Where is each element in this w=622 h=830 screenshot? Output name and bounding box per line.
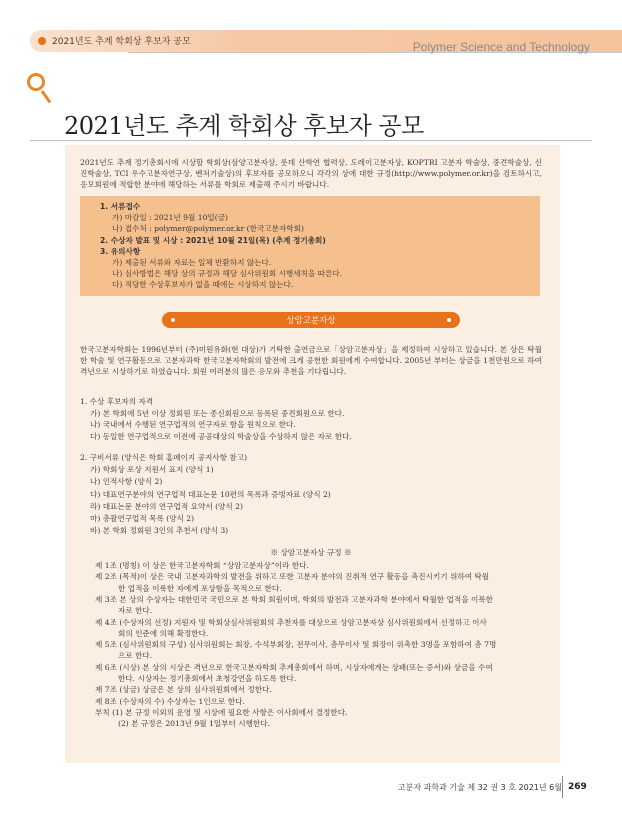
notice-item: 다) 적당한 수상후보자가 없을 때에는 시상하지 않는다. — [112, 280, 294, 290]
title-rule — [30, 140, 592, 141]
award-intro: 한국고분자학회는 1996년부터 (주)미원유화(현 대상)가 기탁한 출연금으로「상암고분자상」을 제정하여 시상하고 있습니다. 본 상은 탁월한 학술 및 연구활동으로 고분자과학 한국고분자학회의 발전에 크게 공헌한 회원에게 수여합니다. 2005년 부터는 상금을 1천만원으로 하여 격년으로 시상하기로 하였습니다. 회원 여러분의 많은 응모와 추천을 기다립니다. — [80, 345, 542, 376]
footer-divider — [562, 776, 563, 798]
notice-item: 가) 제출된 서류와 자료는 일체 반환하지 않는다. — [112, 258, 272, 267]
list-item: 다) 대표연구분야의 연구업적 대표논문 10편의 목록과 증빙자료 (양식 2) — [90, 489, 331, 499]
notice-item: 1. 서류접수 — [100, 202, 141, 211]
list-item: 나) 국내에서 수행된 연구업적의 연구자로 함을 원칙으로 한다. — [90, 420, 296, 429]
page-number: 269 — [568, 782, 587, 792]
rule-line: (2) 본 규정은 2013년 9월 1일부터 시행한다. — [118, 719, 271, 729]
rule-line: 제 4조 (수상자의 선정) 지원자 및 학회상심사위원회의 추천자를 대상으로 상암고분자상 심사위원회에서 선정하고 이사 — [95, 617, 487, 627]
list-item: 마) 총괄연구업적 목록 (양식 2) — [90, 514, 195, 523]
dot-icon — [447, 318, 451, 322]
list-item: 라) 대표논문 분야의 연구업적 요약서 (양식 2) — [90, 501, 243, 511]
page-title: 2021년도 추계 학회상 후보자 공모 — [64, 112, 424, 140]
ring-icon — [27, 73, 45, 91]
award-banner — [162, 312, 460, 328]
notice-item: 나) 접수처 : polymer@polymer.or.kr (한국고분자학회) — [112, 224, 304, 234]
rule-line: 제 1조 (명칭) 이 상은 한국고분자학회 “상암고분자상”이라 한다. — [95, 561, 309, 570]
rule-line: 제 8조 (수상자의 수) 수상자는 1인으로 한다. — [95, 696, 245, 706]
rule-line: 제 2조 (목적)이 상은 국내 고분자과학의 발전을 위하고 또한 고분자 분야의 진취적 연구 활동을 촉진시키기 위하여 탁월 — [95, 572, 490, 582]
notice-item: 2. 수상자 발표 및 시상 : 2021년 10월 21일(목) (추계 정기총회) — [100, 235, 326, 245]
rule-line: 자로 한다. — [118, 606, 153, 616]
rule-line: 한 업적을 이룩한 자에게 포상함을 목적으로 한다. — [118, 583, 282, 593]
rules-title: ※ 상암고분자상 규정 ※ — [270, 548, 352, 557]
rule-line: 제 5조 (심사위원회의 구성) 심사위원회는 회장, 수석부회장, 전무이사, 총무이사 및 회장이 위촉한 3명을 포함하여 총 7명 — [95, 640, 497, 650]
notice-item: 3. 유의사항 — [100, 246, 141, 256]
list-item: 바) 본 학회 정회원 3인의 추천서 (양식 3) — [90, 526, 229, 536]
notice-item: 가) 마감일 : 2021년 9월 10일(금) — [112, 213, 229, 223]
journal-name: Polymer Science and Technology — [412, 40, 590, 54]
rule-line: 회의 인준에 의해 확정한다. — [118, 628, 209, 638]
intro-paragraph: 2021년도 추계 정기총회시에 시상할 학회상(삼양고분자상, 롯데 산학연 협력상, 도레이고분자상, KOPTRI 고분자 학술상, 중견학술상, 신진학술상, TCI 우수고분자연구상, 벤처기술상)의 후보자를 공모하오니 각각의 상에 대한 규정(http://www.polymer.or.kr)을 검토하시고, 응모회원에 적합한 분야에 해당하는 서류를 학회로 제출해 주시기 바랍니다. — [80, 158, 542, 189]
list-item: 가) 본 학회에 5년 이상 정회원 또는 종신회원으로 등록된 중견회원으로 한다. — [90, 408, 345, 418]
list-item: 1. 수상 후보자의 자격 — [80, 397, 154, 406]
ring-stem-icon — [41, 87, 56, 104]
rule-line: 한다. 시상자는 정기총회에서 초청강연을 하도록 한다. — [118, 674, 297, 683]
list-item: 다) 동일한 연구업적으로 이전에 공공대상의 학술상을 수상하지 않은 자로 한다. — [90, 431, 352, 441]
rule-line: 부칙 (1) 본 규정 이외의 운영 및 시상에 필요한 사항은 이사회에서 결정한다. — [95, 707, 348, 717]
notice-item: 나) 심사방법은 해당 상의 규정과 해당 심사위원회 시행세칙을 따른다. — [112, 269, 343, 279]
list-item: 가) 학회상 포상 지원서 표지 (양식 1) — [90, 465, 214, 475]
award-name: 상암고분자상 — [286, 316, 336, 326]
rule-line: 으로 한다. — [118, 651, 153, 661]
running-header-title: 2021년도 추계 학회상 후보자 공모 — [52, 37, 191, 47]
list-item: 나) 인적사항 (양식 2) — [90, 477, 163, 487]
list-item: 2. 구비서류 (양식은 학회 홈페이지 공지사항 참고) — [80, 453, 248, 462]
rule-line: 제 7조 (상금) 상금은 본 상의 심사위원회에서 정한다. — [95, 685, 272, 695]
footer-journal-issue: 고분자 과학과 기술 제 32 권 3 호 2021년 6월 — [397, 783, 562, 792]
bullet-dot-icon — [38, 37, 46, 45]
rule-line: 제 6조 (시상) 본 상의 시상은 격년으로 한국고분자학회 추계총회에서 하며, 시상자에게는 상패(또는 증서)와 상금을 수여 — [95, 662, 493, 672]
rule-line: 제 3조 본 상의 수상자는 대한민국 국민으로 본 학회 회원이며, 학회의 발전과 고분자과학 분야에서 탁월한 업적을 이룩한 — [95, 594, 493, 604]
